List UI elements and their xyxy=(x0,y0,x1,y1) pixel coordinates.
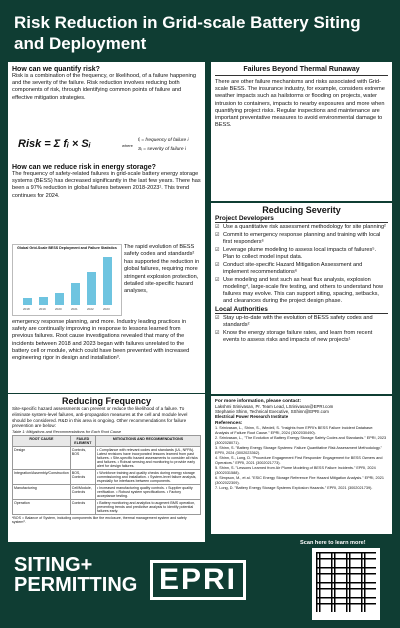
mitigation-table xyxy=(12,435,201,515)
risk-formula xyxy=(14,134,202,160)
reducing-severity-heading: Reducing Severity xyxy=(262,205,341,215)
authorities-heading: Local Authorities xyxy=(215,306,388,314)
table-cell: • Increased manufacturing quality controls. • Supplier quality verification. • Robust system specifications. • Factory acceptance testing. xyxy=(96,485,201,500)
chart-tick: 2018 xyxy=(23,307,30,311)
table-cell: Manufacturing xyxy=(13,485,71,500)
developer-item: ☑ Use a quantitative risk assessment methodology for site planning² xyxy=(223,224,388,231)
table-cell: Design xyxy=(13,447,71,470)
contact-2[interactable]: Stephanie Shinn, Technical Executive, SShinn@EPRI.com xyxy=(215,409,329,414)
table-header: ROOT CAUSE xyxy=(13,436,71,447)
q1-heading: How can we quantify risk? xyxy=(12,66,100,73)
reducing-frequency-heading: Reducing Frequency xyxy=(61,396,151,406)
formula-s-def: Sᵢ = severity of failure i xyxy=(138,147,186,152)
lessons-text: emergency response planning, and more. Industry leading practices in safety are continually improving in response to lessons learned from previous failures. Root cause investigations revealed that many of the incidents between 2018 and 2023 began with failures unrelated to the battery cell or module, which could have been prevented with increased engineering rigor in design and installation³. xyxy=(12,319,190,362)
failures-beyond-heading: Failures Beyond Thermal Runaway xyxy=(243,66,360,73)
qr-code[interactable] xyxy=(312,548,380,620)
chart-bar xyxy=(71,283,80,305)
table-cell: BOS, Controls xyxy=(70,470,95,485)
reference-item: 6. Simpson, M., et al. "ESIC Energy Storage Reference Fire Hazard Mitigation Analysis." EPRI, 2021 (3002022309). xyxy=(215,476,384,485)
table-cell: • Compliance with relevant codes and standards (UL, NFPA). Latest revisions have incorporated lessons learned from past failures. • Site-specific hazard assessments to consider all risks and failures. • Robust sensing and monitoring to provide early alert for design failures. xyxy=(96,447,201,470)
table-cell: • Battery monitoring and analytics to augment BMS operation, preventing trends and predictive analysis to identify potential failures early. xyxy=(96,500,201,515)
formula-main: Risk = Σ fᵢ × Sᵢ xyxy=(18,138,91,150)
authority-item: ☑ Know the energy storage failure rates, and learn from recent events to assess risks and impacts of new projects¹ xyxy=(223,330,388,344)
authority-item: ☑ Stay up-to-date with the evolution of BESS safety codes and standards² xyxy=(223,315,388,329)
reference-item: 4. Shinn, S., Long, D. "Procedure Engagement First Responder Engagement for BESS Owners and Operators." EPRI, 2021 (3002021773). xyxy=(215,456,383,465)
chart-tick: 2022 xyxy=(87,307,94,311)
contact-heading: For more information, please contact: xyxy=(215,399,302,404)
developer-item: ☑ Leverage plume modeling to assess local impacts of failures⁵. Plan to collect model input data. xyxy=(223,247,388,261)
table-header: MITIGATIONS AND RECOMMENDATIONS xyxy=(96,436,201,447)
standards-text: The rapid evolution of BESS safety codes and standards² has supported the reduction in global failures, requiring more stringent explosion protection, detailed site-specific hazard analyses, xyxy=(124,244,200,295)
reference-item: 2. Srinivasan, L., "The Evolution of Battery Energy Storage Safety Codes and Standards." EPRI, 2023 (3002028071). xyxy=(215,436,387,445)
q1-text: Risk is a combination of the frequency, or likelihood, of a failure happening and the severity of the failure. Risk reduction involves reducing both components of risk, through identifying common points of failure and effective mitigation strategies. xyxy=(12,73,196,101)
reference-item: 3. Shinn, S. "Battery Energy Storage Systems: Failure Quantitative Risk Assessment Methodology." EPRI, 2024 (3002023362). xyxy=(215,446,383,455)
references-list xyxy=(215,426,388,491)
reference-item: 5. Shinn, S. "Lessons Learned from Air Plume Modeling of BESS Failure Incidents." EPRI, 2024 (3002031588). xyxy=(215,466,376,475)
table-cell: Controls, BOS xyxy=(70,447,95,470)
chart-tick: 2021 xyxy=(71,307,78,311)
table-row xyxy=(13,470,201,485)
table-row xyxy=(13,447,201,470)
risk-quantification-card xyxy=(8,62,205,393)
table-caption: Table 1: Mitigations and Recommendations for Each Root Cause xyxy=(12,430,121,435)
contact-1[interactable]: Lakshmi Srinivasan, Pr. Team Lead, LSrinivasan@EPRI.com xyxy=(215,404,334,409)
qr-label: Scan here to learn more! xyxy=(300,540,366,546)
bess-chart xyxy=(12,244,122,316)
reference-item: 7. Long, D. "Battery Energy Storage Systems Explosion Hazards." EPRI, 2021 (3002021739). xyxy=(215,486,373,490)
developer-item: ☑ Conduct site-specific Hazard Mitigation Assessment and implement recommendations⁶ xyxy=(223,262,388,276)
table-header: FAILED ELEMENT xyxy=(70,436,95,447)
developer-item: ☑ Commit to emergency response planning and training with local first responders⁶ xyxy=(223,232,388,246)
chart-tick: 2020 xyxy=(55,307,62,311)
failures-beyond-card xyxy=(211,62,392,201)
developer-item: ☑ Use modeling and test such as heat flux analysis, explosion modeling⁴, large-scale fire testing, and others to understand how failures may evolve. This can support siting, spacing, setbacks, and clearances during the project design phase. xyxy=(223,277,388,305)
refs-heading: References: xyxy=(215,421,243,426)
table-cell: Integration/Assembly/Construction xyxy=(13,470,71,485)
table-cell: Cell/Module, Controls xyxy=(70,485,95,500)
reducing-frequency-card xyxy=(8,394,205,542)
authorities-list xyxy=(215,315,388,344)
chart-tick: 2023 xyxy=(103,307,110,311)
failures-beyond-text: There are other failure mechanisms and risks associated with Grid-scale BESS. The insurance industry, for example, considers extreme weather impacts such as hailstorms or flooding on projects, water intrusion to containers, impacts to nearby exposures and more when quantifying project risks. Regular inspections and maintenance are important preventative measures to avoid environmental damage to BESS. xyxy=(215,79,385,129)
reference-item: 1. Srinivasan, L., Shinn, S., Wiedell, S. "Insights from EPRI's BESS Failure Incident Database: Analysis of Failure Root Cause." EPRI, 2024 (3002030490). xyxy=(215,426,374,435)
developers-list xyxy=(215,224,388,305)
page-title: Risk Reduction in Grid-scale Battery Siting and Deployment xyxy=(14,13,361,53)
table-cell: Operation xyxy=(13,500,71,515)
chart-title: Global Grid-Scale BESS Deployment and Failure Statistics xyxy=(17,246,117,250)
chart-bar xyxy=(23,298,32,305)
epri-logo: EPRI xyxy=(150,560,246,600)
org-name: Electrical Power Research Institute xyxy=(215,414,289,419)
table-cell: • Workforce training and quality checks during energy storage commissioning and installation. • System-level failure analysis, especially for interfaces between components. xyxy=(96,470,201,485)
reducing-frequency-text: Site-specific hazard assessments can prevent or reduce the likelihood of a failure. To eliminate system-level failures, anti-propagation measures at the cell and module level should be considered. R&D in this area is ongoing. Other recommendations for failure prevention are below: xyxy=(12,406,188,429)
developers-heading: Project Developers xyxy=(215,215,388,223)
siting-permitting-logo: SITING+ PERMITTING xyxy=(14,554,138,596)
table-row xyxy=(13,485,201,500)
reducing-severity-card xyxy=(211,203,392,394)
contact-card xyxy=(211,396,392,534)
chart-bar xyxy=(87,272,96,305)
chart-tick: 2019 xyxy=(39,307,46,311)
q2-text: The frequency of safety-related failures in grid-scale battery energy storage systems (BESS) has decreased significantly in the last few years. There has been a 97% reduction in global failures between 2018-2023¹. This trend continues for 2024. xyxy=(12,171,201,199)
chart-bar xyxy=(103,257,112,305)
table-row xyxy=(13,500,201,515)
table-footnote: *BOS = Balance of System, including components like the enclosure, thermal management system and safety system³. xyxy=(12,516,187,525)
table-cell: Controls xyxy=(70,500,95,515)
formula-where: where xyxy=(122,143,133,148)
chart-bar xyxy=(39,297,48,305)
chart-bar xyxy=(55,293,64,305)
q2-heading: How can we reduce risk in energy storage? xyxy=(12,164,156,171)
formula-f-def: fᵢ = frequency of failure i xyxy=(138,138,189,143)
